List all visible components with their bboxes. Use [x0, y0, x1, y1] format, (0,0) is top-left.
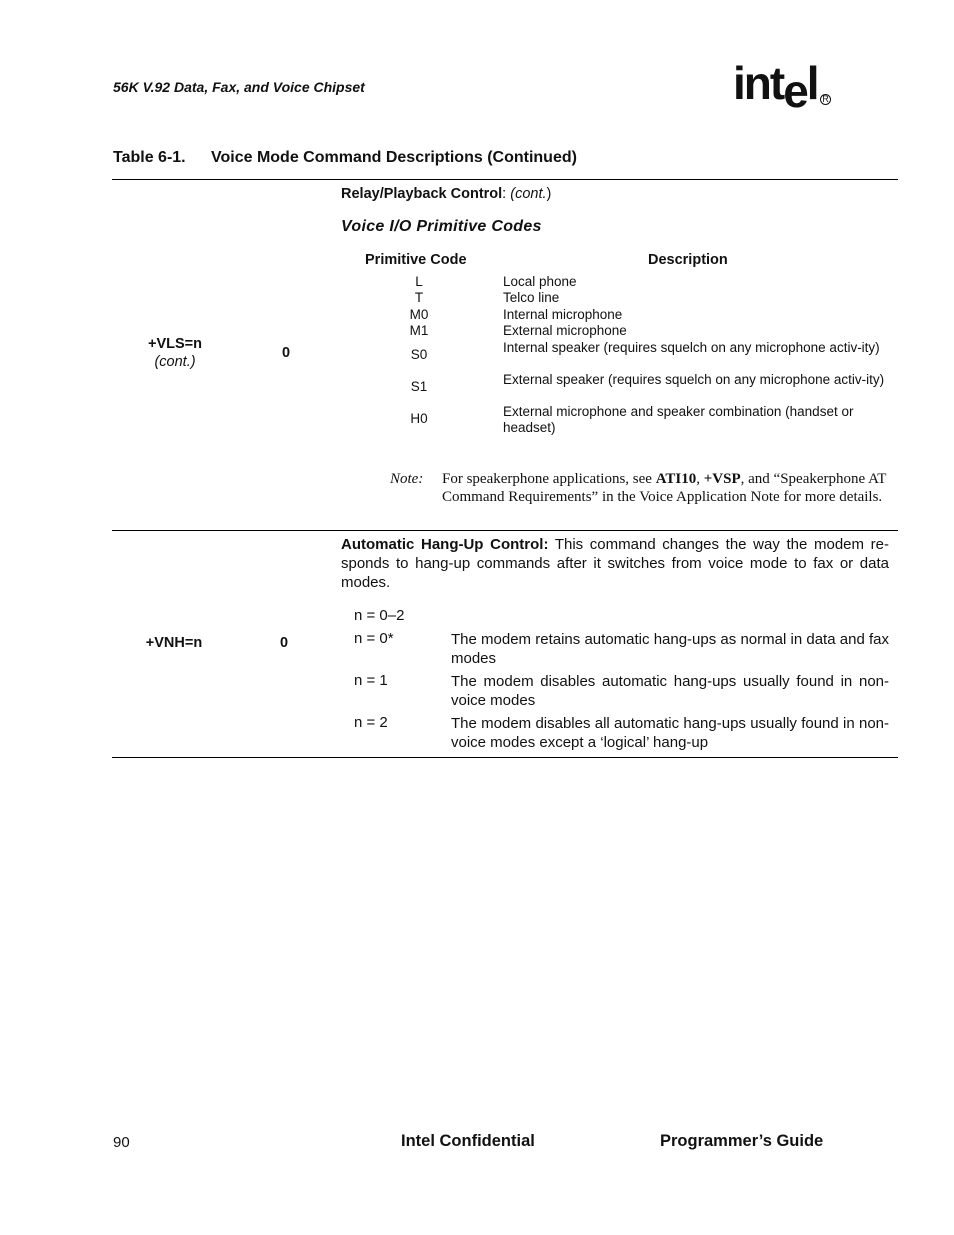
document-title: 56K V.92 Data, Fax, and Voice Chipset	[113, 79, 365, 95]
note-ati10: ATI10	[655, 471, 697, 487]
table-caption	[113, 149, 577, 167]
vls-command: +VLS=n	[148, 336, 202, 352]
table-number: Table 6-1.	[113, 149, 186, 166]
vnh-option-text: The modem disables automatic hang-ups usually found in non-voice modes	[451, 673, 889, 709]
vnh-command: +VNH=n	[145, 635, 203, 651]
primitive-desc: External microphone	[503, 323, 627, 338]
vls-heading-bold: Relay/Playback Control	[341, 186, 503, 202]
vnh-heading-bold: Automatic Hang-Up Control:	[341, 536, 549, 553]
vls-heading-italic: (cont.	[510, 186, 547, 202]
vnh-option-label: n = 2	[354, 714, 388, 731]
note-sep: ,	[696, 471, 704, 487]
primitive-code: T	[414, 290, 424, 305]
note-vsp: +VSP	[703, 471, 741, 487]
vls-heading-sep: :	[502, 186, 511, 202]
table-title: Voice Mode Command Descriptions (Continued)	[211, 149, 577, 166]
primitive-desc: External microphone and speaker combination (handset or headset)	[503, 404, 854, 435]
vnh-option-label: n = 0*	[354, 630, 394, 647]
primitive-code: L	[415, 274, 423, 289]
note-text	[442, 471, 892, 506]
table-bottom-rule	[112, 757, 898, 758]
vnh-option-label: n = 1	[354, 672, 388, 689]
primitive-desc: Local phone	[503, 274, 577, 289]
vls-heading	[341, 185, 551, 204]
primitive-desc: Telco line	[503, 290, 560, 305]
footer-guide-title: Programmer’s Guide	[660, 1132, 824, 1150]
vnh-description	[341, 535, 889, 592]
vnh-option-text: The modem retains automatic hang-ups as normal in data and fax modes	[451, 631, 889, 667]
note-label: Note:	[390, 471, 424, 487]
row-divider	[112, 530, 898, 531]
vls-default: 0	[281, 345, 291, 361]
vnh-default: 0	[279, 635, 289, 651]
primitive-desc: Internal speaker (requires squelch on any microphone activ-ity)	[503, 340, 880, 355]
note-text-pre: For speakerphone applications, see	[442, 471, 656, 487]
primitive-desc: Internal microphone	[503, 307, 623, 322]
primitive-code: H0	[410, 411, 428, 426]
primitive-code: S0	[410, 347, 428, 362]
primitive-code: M1	[409, 323, 429, 338]
registered-mark-icon: R	[820, 94, 831, 105]
intel-logo: intel	[733, 57, 818, 117]
col-header-description: Description	[648, 252, 728, 268]
primitive-code: M0	[409, 307, 429, 322]
primitive-code: S1	[410, 379, 428, 394]
vls-subheading: Voice I/O Primitive Codes	[341, 218, 542, 235]
note-text-post: , and “Speakerphone AT Command Requirements” in the Voice Application Note for more details.	[442, 471, 887, 505]
col-header-code: Primitive Code	[365, 252, 467, 268]
table-top-rule	[112, 179, 898, 180]
vnh-heading-text: This command changes the way the modem re-sponds to hang-up commands after it switches from voice mode to fax or data modes.	[341, 536, 889, 591]
primitive-desc: External speaker (requires squelch on any microphone activ-ity)	[503, 372, 885, 387]
vls-heading-close: )	[546, 186, 552, 202]
vnh-option-text: The modem disables all automatic hang-ups usually found in non-voice modes except a ‘logical’ hang-up	[451, 715, 889, 751]
page-number: 90	[113, 1134, 130, 1151]
vnh-range: n = 0–2	[354, 607, 405, 624]
vls-command-cont: (cont.)	[154, 354, 196, 370]
footer-confidential: Intel Confidential	[401, 1132, 535, 1150]
